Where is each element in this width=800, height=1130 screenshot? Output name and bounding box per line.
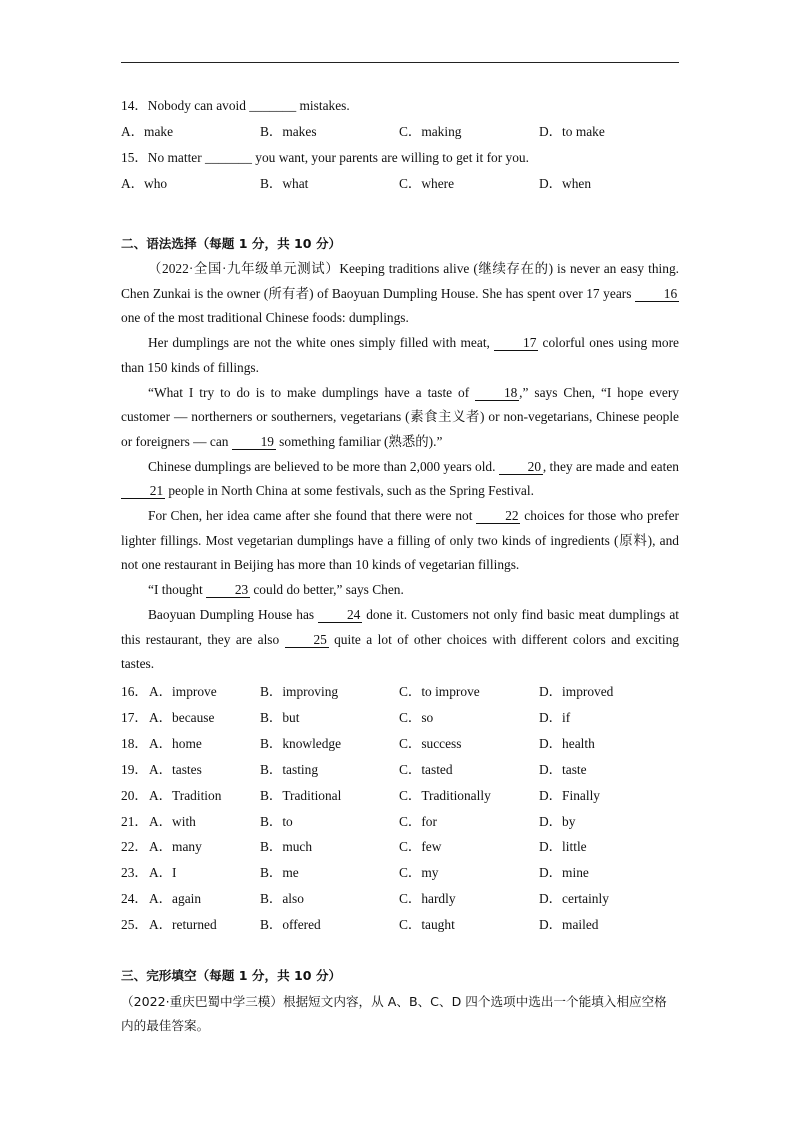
p3-text-c: ,” says Chen, “I hope every customer — northerners or southerners, vegetarians (素食主义者) or non-vegetarians, Chinese people or foreigners — can [121, 384, 680, 449]
p7-text-a: Baoyuan Dumpling House has [148, 606, 319, 622]
blank-23[interactable]: 23 [206, 582, 250, 598]
blank-16[interactable]: 16 [635, 286, 679, 302]
passage-paragraph-3 [121, 381, 679, 455]
p2-text-c: colorful ones using more than 150 kinds of fillings. [121, 335, 679, 375]
option-a[interactable]: A．because [149, 710, 215, 725]
blank-25[interactable]: 25 [285, 632, 329, 648]
option-d[interactable]: D．certainly [539, 891, 609, 906]
option-b[interactable]: B．knowledge [260, 736, 342, 751]
passage [121, 257, 679, 677]
q15-option-c[interactable]: C．where [399, 176, 455, 191]
option-a[interactable]: A．Tradition [149, 788, 222, 803]
q14-option-d[interactable]: D．to make [539, 124, 605, 139]
option-b[interactable]: B．improving [260, 684, 339, 699]
blank-19[interactable]: 19 [232, 434, 276, 450]
section-3-intro-text: （2022·重庆巴蜀中学三模）根据短文内容，从 A、B、C、D 四个选项中选出一个能填入相应空格内的最佳答案。 [121, 994, 667, 1033]
blank-17[interactable]: 17 [494, 335, 538, 351]
p6-text-a: “I thought [148, 582, 207, 598]
p4-text-d: people in North China at some festivals, such as the Spring Festival. [165, 483, 534, 499]
q14-option-a[interactable]: A．make [121, 124, 174, 139]
question-number: 22． [121, 839, 148, 854]
question-number: 25． [121, 917, 148, 932]
blank-21[interactable]: 21 [121, 483, 165, 499]
option-c[interactable]: C．hardly [399, 891, 456, 906]
p5-text-c: choices for those who prefer lighter fillings. Most vegetarian dumplings have a filling of only two kinds of ingredients (原料), and not one restaurant in Beijing has more than 10 kinds of vegetarian fillings. [121, 508, 679, 573]
passage-paragraph-4 [121, 455, 679, 504]
option-d[interactable]: D．mailed [539, 917, 599, 932]
header-rule [121, 62, 679, 63]
option-d[interactable]: D．improved [539, 684, 614, 699]
q14-option-b[interactable]: B．makes [260, 124, 317, 139]
option-a[interactable]: A．many [149, 839, 202, 854]
option-d[interactable]: D．by [539, 814, 576, 829]
option-c[interactable]: C．my [399, 865, 439, 880]
option-d[interactable]: D．taste [539, 762, 587, 777]
option-b[interactable]: B．me [260, 865, 299, 880]
option-d[interactable]: D．little [539, 839, 587, 854]
option-c[interactable]: C．for [399, 814, 437, 829]
question-number: 24． [121, 891, 148, 906]
p4-text-a: Chinese dumplings are believed to be more than 2,000 years old. [148, 458, 499, 474]
section-3-intro [121, 990, 679, 1038]
p6-text-c: could do better,” says Chen. [250, 582, 404, 598]
option-d[interactable]: D．if [539, 710, 571, 725]
option-c[interactable]: C．taught [399, 917, 455, 932]
option-b[interactable]: B．much [260, 839, 313, 854]
question-14-stem: 14．Nobody can avoid _______ mistakes. [121, 98, 350, 113]
option-d[interactable]: D．health [539, 736, 595, 751]
section-3-title: 三、完形填空（每题 1 分，共 10 分） [121, 968, 342, 983]
option-d[interactable]: D．mine [539, 865, 589, 880]
option-a[interactable]: A．with [149, 814, 196, 829]
question-number: 20． [121, 788, 148, 803]
option-a[interactable]: A．I [149, 865, 177, 880]
option-b[interactable]: B．to [260, 814, 293, 829]
blank-22[interactable]: 22 [476, 508, 520, 524]
option-b[interactable]: B．Traditional [260, 788, 342, 803]
blank-20[interactable]: 20 [499, 459, 543, 475]
p1-text-a: （2022·全国·九年级单元测试）Keeping traditions alive (继续存在的) is never an easy thing. Chen Zunkai is the owner (所有者) of Baoyuan Dumpling House. She has spent over 17 years [121, 261, 679, 301]
option-a[interactable]: A．again [149, 891, 202, 906]
q15-option-b[interactable]: B．what [260, 176, 309, 191]
option-b[interactable]: B．but [260, 710, 300, 725]
question-number: 16． [121, 684, 148, 699]
option-c[interactable]: C．so [399, 710, 434, 725]
question-number: 17． [121, 710, 148, 725]
option-c[interactable]: C．Traditionally [399, 788, 491, 803]
p7-text-d: quite a lot of other choices with different colors and exciting tastes. [121, 631, 679, 672]
option-c[interactable]: C．few [399, 839, 442, 854]
question-number: 21． [121, 814, 148, 829]
option-c[interactable]: C．success [399, 736, 462, 751]
option-a[interactable]: A．tastes [149, 762, 202, 777]
p2-text-a: Her dumplings are not the white ones simply filled with meat, [148, 335, 495, 351]
option-a[interactable]: A．home [149, 736, 202, 751]
question-number: 19． [121, 762, 148, 777]
passage-paragraph-6 [121, 578, 679, 603]
option-c[interactable]: C．tasted [399, 762, 453, 777]
p4-text-c: , they are made and eaten [542, 458, 679, 474]
question-15-stem: 15．No matter _______ you want, your parents are willing to get it for you. [121, 150, 529, 165]
option-b[interactable]: B．also [260, 891, 304, 906]
p1-text-c: one of the most traditional Chinese foods: dumplings. [121, 310, 409, 326]
passage-paragraph-2 [121, 331, 679, 380]
p3-text-a: “What I try to do is to make dumplings have a taste of [148, 384, 476, 400]
passage-paragraph-7 [121, 603, 679, 677]
blank-18[interactable]: 18 [475, 385, 519, 401]
question-number: 18． [121, 736, 148, 751]
passage-paragraph-1 [121, 257, 679, 331]
q15-option-d[interactable]: D．when [539, 176, 592, 191]
option-d[interactable]: D．Finally [539, 788, 601, 803]
passage-paragraph-5 [121, 504, 679, 578]
blank-24[interactable]: 24 [318, 607, 362, 623]
section-2-title: 二、语法选择（每题 1 分，共 10 分） [121, 236, 342, 251]
option-b[interactable]: B．offered [260, 917, 321, 932]
p7-text-c: done it. Customers not only find basic meat dumplings at this restaurant, they are also [121, 606, 679, 647]
q14-option-c[interactable]: C．making [399, 124, 462, 139]
option-a[interactable]: A．returned [149, 917, 217, 932]
question-number: 23． [121, 865, 148, 880]
p3-text-d: something familiar (熟悉的).” [275, 433, 443, 449]
p5-text-a: For Chen, her idea came after she found that there were not [148, 508, 477, 524]
q15-option-a[interactable]: A．who [121, 176, 168, 191]
option-a[interactable]: A．improve [149, 684, 217, 699]
option-c[interactable]: C．to improve [399, 684, 480, 699]
option-b[interactable]: B．tasting [260, 762, 319, 777]
